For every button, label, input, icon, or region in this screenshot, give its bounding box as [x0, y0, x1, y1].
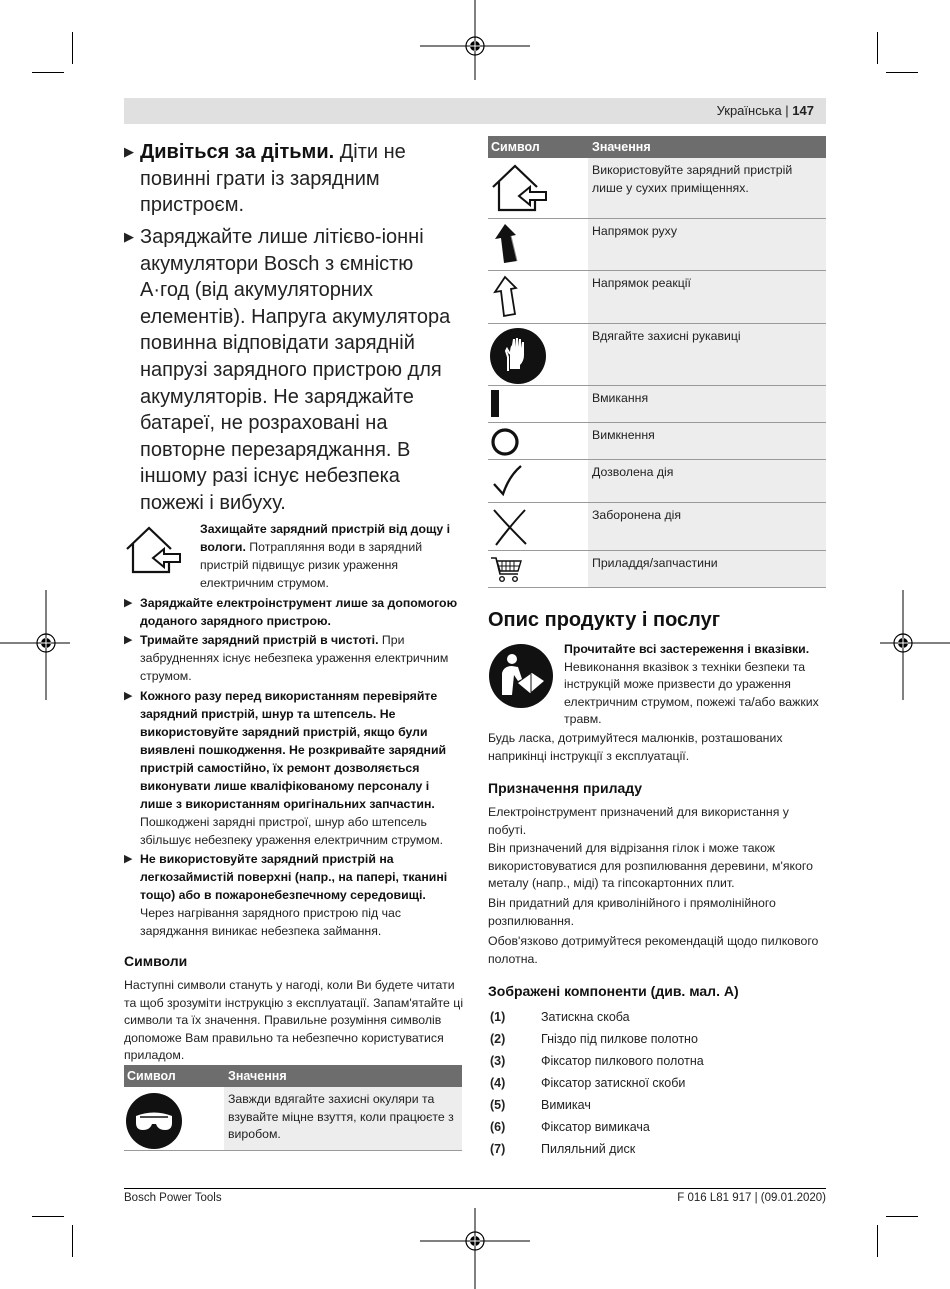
- meaning-text: Завжди вдягайте захисні окуляри та взувайте міцне взуття, коли працюєте з виробом.: [228, 1092, 454, 1141]
- arrow-outline-icon: [491, 274, 521, 318]
- page-number: 147: [792, 103, 814, 118]
- table-row: [124, 1087, 462, 1151]
- cart-icon: [490, 554, 524, 584]
- bullet-text: Пошкоджені зарядні пристрої, шнур або штепсель збільшує небезпеку ураження електричним струмом.: [140, 815, 444, 847]
- table-row: [488, 386, 826, 423]
- footer-brand: Bosch Power Tools: [124, 1192, 222, 1204]
- component-number: (6): [490, 1120, 506, 1134]
- meaning-text: Використовуйте зарядний пристрій лише у сухих приміщеннях.: [592, 163, 793, 195]
- symbols-table-right: [488, 136, 826, 588]
- meaning-text: Напрямок реакції: [592, 276, 691, 290]
- component-number: (7): [490, 1142, 506, 1156]
- switch-on-icon: [491, 390, 499, 417]
- big-bullet-children: [124, 139, 454, 219]
- bullet-bold: Тримайте зарядний пристрій в чистоті.: [140, 633, 379, 647]
- purpose-para-1: Електроінструмент призначений для використання у побуті.: [488, 805, 789, 837]
- bullet-text: Заряджайте лише літієво-іонні акумулятори Bosch з ємністю А·год (від акумуляторних елементів). Напруга акумулятора повинна відповідати зарядній напрузі зарядного пристрою для акумуляторів. Не заряджайте батареї, не розраховані на повторне перезаряджання. В іншому разі існує небезпека пожежі і вибуху.: [140, 226, 451, 514]
- bullet-text: При забрудненнях існує небезпека ураження електричним струмом.: [140, 633, 449, 683]
- illustrations-note: Будь ласка, дотримуйтеся малюнків, розташованих наприкінці інструкції з експлуатації.: [488, 731, 783, 763]
- big-bullet-batteries: [124, 224, 454, 517]
- table-header: [124, 1065, 462, 1087]
- bullet-text: Діти не повинні грати із зарядним пристроєм.: [140, 141, 406, 217]
- registration-mark-left: [0, 590, 70, 700]
- bullet-arrow-icon: ▶: [124, 853, 133, 865]
- component-number: (2): [490, 1032, 506, 1046]
- components-heading: Зображені компоненти (див. мал. A): [488, 983, 739, 999]
- table-row: [488, 271, 826, 324]
- component-number: (5): [490, 1098, 506, 1112]
- bullet-bold: Кожного разу перед використанням перевіряйте зарядний пристрій, шнур та штепсель. Не використовуйте зарядний пристрій, якщо були виявлені пошкодження. Не розкривайте зарядний пристрій самостійно, їх ремонт дозволяється виконувати лише кваліфікованому персоналу і лише з використанням оригінальних запчастин.: [140, 689, 447, 811]
- house-dry-icon: [490, 162, 548, 214]
- small-bullet-1: [124, 594, 462, 630]
- table-row: [488, 460, 826, 503]
- purpose-para-3: Він придатний для криволінійного і прямолінійного розпилювання.: [488, 896, 776, 928]
- bullet-arrow-icon: ▶: [124, 597, 133, 609]
- footer-rule: [124, 1188, 826, 1189]
- bullet-bold: Дивіться за дітьми.: [140, 141, 335, 163]
- table-row: [488, 219, 826, 271]
- bullet-bold: Заряджайте електроінструмент лише за допомогою доданого зарядного пристрою.: [140, 596, 458, 628]
- purpose-para-4: Обов'язково дотримуйтеся рекомендацій щодо пилкового полотна.: [488, 934, 819, 966]
- read-warning: [564, 641, 826, 729]
- house-dry-icon: [124, 524, 182, 576]
- component-number: (3): [490, 1054, 506, 1068]
- bullet-bold: Не використовуйте зарядний пристрій на легкозаймистій поверхні (напр., на папері, тканині тощо) або в пожаронебезпечному середовищі.: [140, 852, 448, 902]
- small-bullet-2: [124, 631, 462, 685]
- warning-bold: Прочитайте всі застереження і вказівки.: [564, 642, 810, 656]
- bullet-arrow-icon: ▶: [124, 690, 133, 702]
- product-heading: Опис продукту і послуг: [488, 609, 721, 631]
- col-symbol: Символ: [127, 1069, 176, 1083]
- registration-mark-right: [880, 590, 950, 700]
- table-row: [488, 503, 826, 551]
- arrow-filled-icon: [491, 221, 521, 265]
- component-label: Фіксатор затискної скоби: [541, 1076, 686, 1090]
- small-bullet-3: [124, 687, 462, 849]
- meaning-text: Заборонена дія: [592, 508, 682, 522]
- meaning-text: Вимкнення: [592, 428, 655, 442]
- bullet-text: Через нагрівання зарядного пристрою під час заряджання виникає небезпека займання.: [140, 906, 402, 938]
- bullet-arrow-icon: ▶: [124, 144, 134, 159]
- header-language: Українська: [716, 103, 782, 118]
- registration-mark-bottom: [420, 1198, 530, 1289]
- cross-icon: [491, 507, 529, 547]
- meaning-text: Вмикання: [592, 391, 649, 405]
- meaning-text: Дозволена дія: [592, 465, 674, 479]
- component-label: Фіксатор пилкового полотна: [541, 1054, 704, 1068]
- footer-doc-id: F 016 L81 917 | (09.01.2020): [677, 1192, 826, 1204]
- read-manual-icon: [488, 643, 554, 709]
- symbols-table-left: [124, 1065, 462, 1151]
- table-row: [488, 423, 826, 460]
- registration-mark-top: [420, 0, 530, 90]
- page-header: Українська | 147: [716, 103, 814, 118]
- symbols-intro: Наступні символи стануть у нагоді, коли Ви будете читати та щоб зрозуміти інструкцію з експлуатації. Запам'ятайте ці символи та їх значення. Правильне розуміння символів допоможе Вам правильно та небезпечно користуватися приладом.: [124, 978, 464, 1062]
- purpose-heading: Призначення приладу: [488, 780, 643, 796]
- table-row: [488, 324, 826, 386]
- small-bullet-4: [124, 850, 462, 940]
- switch-off-icon: [490, 427, 522, 457]
- bullet-arrow-icon: ▶: [124, 634, 133, 646]
- table-row: [488, 158, 826, 219]
- component-label: Фіксатор вимикача: [541, 1120, 650, 1134]
- goggles-icon: [125, 1092, 183, 1150]
- bullet-arrow-icon: ▶: [124, 229, 134, 244]
- warning-text: Невиконання вказівок з техніки безпеки та інструкцій може призвести до ураження електричним струмом, пожежі та/або важких травм.: [564, 659, 819, 726]
- meaning-text: Напрямок руху: [592, 224, 677, 238]
- meaning-text: Приладдя/запчастини: [592, 556, 718, 570]
- col-symbol: Символ: [491, 140, 540, 154]
- table-row: [488, 551, 826, 588]
- meaning-text: Вдягайте захисні рукавиці: [592, 329, 741, 343]
- component-label: Затискна скоба: [541, 1010, 630, 1024]
- component-number: (4): [490, 1076, 506, 1090]
- table-header: [488, 136, 826, 158]
- gloves-icon: [489, 327, 547, 385]
- component-label: Вимикач: [541, 1098, 591, 1112]
- component-label: Пиляльний диск: [541, 1142, 636, 1156]
- col-meaning: Значення: [228, 1069, 287, 1083]
- symbols-heading: Символи: [124, 953, 188, 969]
- house-warning: [200, 520, 462, 592]
- check-icon: [491, 464, 525, 498]
- component-number: (1): [490, 1010, 506, 1024]
- warning-bold: Захищайте зарядний пристрій від дощу і вологи.: [200, 522, 451, 554]
- warning-text: Потрапляння води в зарядний пристрій підвищує ризик ураження електричним струмом.: [200, 540, 423, 590]
- col-meaning: Значення: [592, 140, 651, 154]
- component-label: Гніздо під пилкове полотно: [541, 1032, 698, 1046]
- purpose-para-2: Він призначений для відрізання гілок і може також використовуватися для розпилювання деревини, м'якого металу (напр., міді) та гіпсокартонних плит.: [488, 841, 813, 890]
